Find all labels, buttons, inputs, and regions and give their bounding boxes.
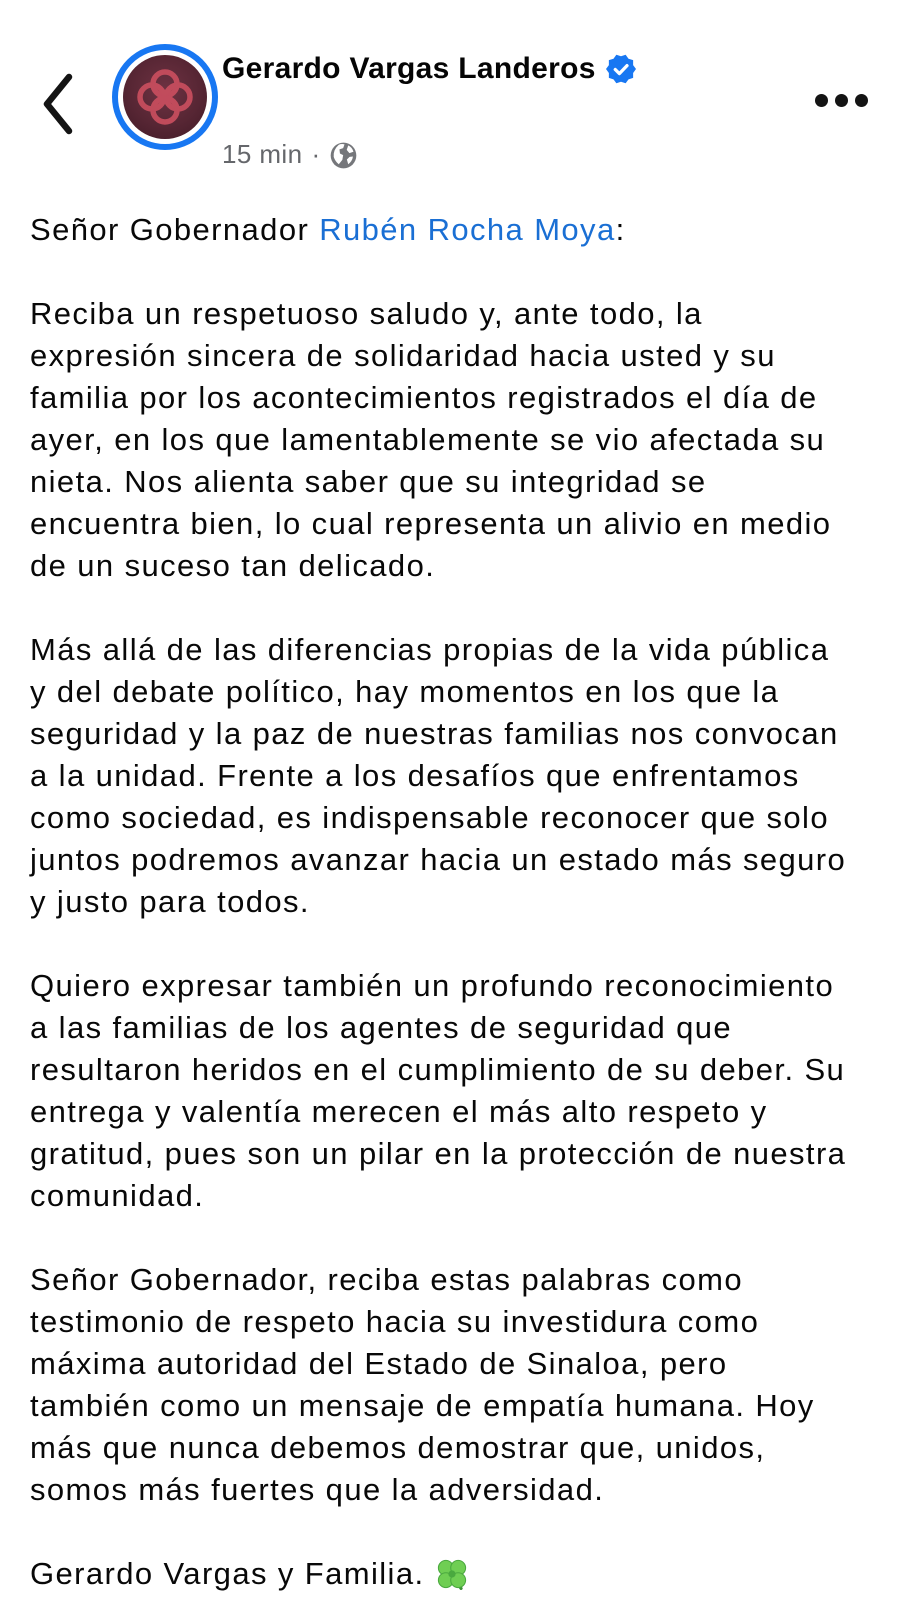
ellipsis-icon — [855, 94, 868, 107]
chevron-left-icon — [40, 71, 76, 137]
back-button[interactable] — [34, 66, 82, 144]
post-paragraph: Reciba un respetuoso saludo y, ante todo, la expresión sincera de solidaridad hacia usted y su familia por los acontecimientos registrados el día de ayer, en los que lamentablemente se vio afectada su nieta. Nos alienta saber que su integridad se encuentra bien, lo cual representa un alivio en medio de un suceso tan delicado. — [30, 296, 832, 583]
post-body — [30, 209, 854, 1600]
profile-mention-link[interactable]: Rubén Rocha Moya — [319, 212, 616, 247]
post-paragraph: Señor Gobernador, reciba estas palabras como testimonio de respeto hacia su investidura como máxima autoridad del Estado de Sinaloa, pero también como un mensaje de empatía humana. Hoy más que nunca debemos demostrar que, unidos, somos más fuertes que la adversidad. — [30, 1262, 815, 1507]
ellipsis-icon — [835, 94, 848, 107]
timestamp: 15 min — [222, 139, 303, 169]
signature-text: Gerardo Vargas y Familia. — [30, 1556, 425, 1591]
profile-name-row — [222, 52, 636, 86]
globe-privacy-icon — [330, 142, 357, 169]
ellipsis-icon — [815, 94, 828, 107]
post-meta — [222, 139, 357, 170]
salutation-prefix: Señor Gobernador — [30, 212, 320, 247]
signature-line — [30, 1553, 854, 1595]
interlocked-rings-logo-icon — [123, 55, 207, 139]
meta-separator: · — [311, 139, 321, 169]
more-options-button[interactable] — [813, 84, 870, 117]
post-paragraph: Quiero expresar también un profundo reconocimiento a las familias de los agentes de seguridad que resultaron heridos en el cumplimiento de su deber. Su entrega y valentía merecen el más alto respeto y gratitud, pues son un pilar en la protección de nuestra comunidad. — [30, 968, 847, 1213]
post-paragraph: Más allá de las diferencias propias de la vida pública y del debate político, hay momentos en los que la seguridad y la paz de nuestras familias nos convocan a la unidad. Frente a los desafíos que enfrentamos como sociedad, es indispensable reconocer que solo juntos podremos avanzar hacia un estado más seguro y justo para todos. — [30, 632, 847, 919]
salutation-suffix: : — [615, 212, 626, 247]
four-leaf-clover-emoji — [435, 1557, 469, 1591]
verified-badge-icon — [606, 54, 636, 84]
avatar-photo — [123, 55, 207, 139]
salutation-line — [30, 209, 854, 251]
avatar[interactable] — [112, 44, 218, 150]
profile-name[interactable]: Gerardo Vargas Landeros — [222, 52, 596, 85]
